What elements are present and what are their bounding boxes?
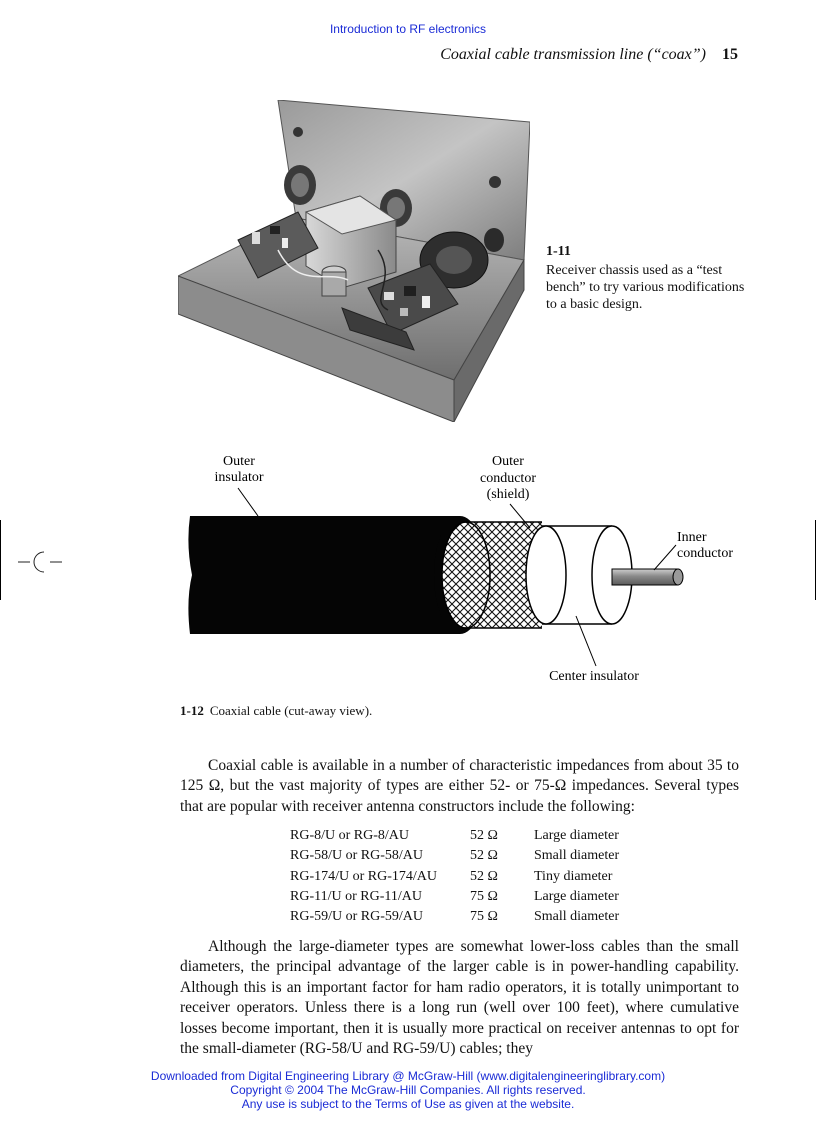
body-paragraph-1 [180,756,739,817]
top-link[interactable]: Introduction to RF electronics [329,22,487,36]
body-paragraph-2 [180,937,739,1059]
left-edge-mark [0,520,1,600]
label-outer-conductor-3: (shield) [486,487,530,502]
coax-type-row [290,907,619,927]
running-title: Coaxial cable transmission line (“coax”) [440,46,706,63]
coax-type-row [290,826,619,846]
coax-cable-diagram [0,440,816,690]
coax-type-impedance: 52 Ω [470,828,498,844]
label-outer-insulator-2: insulator [214,470,264,485]
label-center-insulator: Center insulator [549,669,639,684]
registration-mark [18,548,62,576]
footer [0,1069,816,1111]
label-outer-insulator-1: Outer [223,454,255,469]
label-outer-conductor-1: Outer [492,454,524,469]
coax-type-row [290,887,619,907]
running-head [440,46,738,64]
coax-type-size: Small diameter [534,848,620,864]
footer-copyright: Copyright © 2004 The McGraw-Hill Companies. All rights reserved. [230,1083,586,1097]
coax-type-name: RG-174/U or RG-174/AU [290,868,437,884]
footer-terms-link[interactable]: Any use is subject to the Terms of Use as given at the website. [241,1097,575,1111]
coax-type-name: RG-11/U or RG-11/AU [290,889,422,905]
coax-type-impedance: 52 Ω [470,848,498,864]
coax-types-table [290,826,619,927]
coax-type-row [290,846,619,866]
figure-1-11-caption: Receiver chassis used as a “test bench” to try various modifications to a basic design. [546,263,745,312]
coax-type-row [290,867,619,887]
receiver-chassis-photo [178,100,530,422]
label-outer-conductor-2: conductor [480,471,536,486]
figure-1-12-caption-block [180,703,372,719]
coax-type-name: RG-8/U or RG-8/AU [290,828,409,844]
page-number: 15 [722,46,738,63]
coax-type-impedance: 52 Ω [470,868,498,884]
coax-type-name: RG-59/U or RG-59/AU [290,909,423,925]
coax-type-size: Large diameter [534,828,619,844]
label-inner-conductor-2: conductor [677,546,733,561]
coax-type-size: Large diameter [534,889,619,905]
coax-types-table-body [290,826,619,927]
footer-download-link[interactable]: Downloaded from Digital Engineering Library @ McGraw-Hill (www.digitalengineeringlibrary.com) [150,1069,666,1083]
coax-type-impedance: 75 Ω [470,889,498,905]
label-inner-conductor-1: Inner [677,530,707,545]
body-paragraph-2-text: Although the large-diameter types are somewhat lower-loss cables than the small diameters, the principal advantage of the larger cable is in power-handling capability. Although this is an important factor for ham radio operators, it is totally unimportant to receiver operators. Unless there is a long run (well over 100 feet), where cumulative losses become important, then it is usually more practical on receiver antennas to opt for the small-diameter (RG-58/U and RG-59/U) cables; they [180,938,739,1058]
figure-1-12-number: 1-12 [180,703,204,718]
coax-type-size: Small diameter [534,909,620,925]
figure-1-11-number: 1-11 [546,244,571,259]
body-paragraph-1-text: Coaxial cable is available in a number of characteristic impedances from about 35 to 125 Ω, but the vast majority of types are either 52- or 75-Ω impedances. Several types that are popular with receiver antenna constructors include the following: [180,757,739,815]
coax-type-name: RG-58/U or RG-58/AU [290,848,423,864]
coax-type-size: Tiny diameter [534,868,613,884]
coax-type-impedance: 75 Ω [470,909,498,925]
figure-1-12-caption: Coaxial cable (cut-away view). [209,703,373,718]
